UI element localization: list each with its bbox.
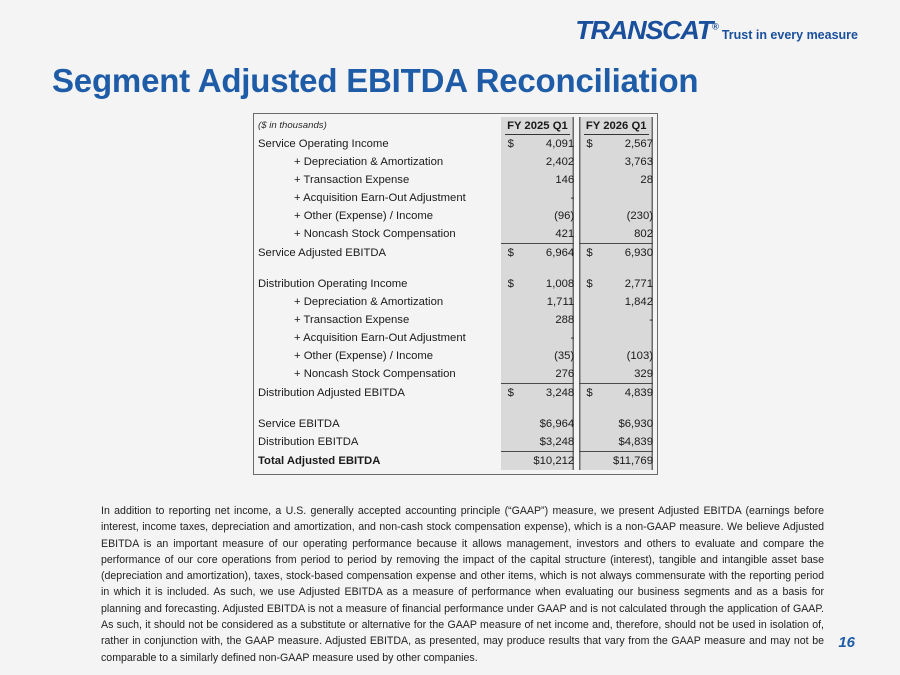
- cell-value: 3,248: [545, 387, 575, 399]
- table-row: [258, 329, 653, 347]
- cell-value: 802: [634, 228, 653, 240]
- recon-table: [258, 117, 653, 470]
- table-row: [258, 293, 653, 311]
- page-title: Segment Adjusted EBITDA Reconciliation: [52, 62, 699, 99]
- cell-value: $6,964: [539, 418, 575, 430]
- cell-value: $11,769: [613, 455, 653, 467]
- cell-fy2026: [579, 329, 653, 347]
- cell-fy2025: [501, 207, 575, 225]
- row-label: + Acquisition Earn-Out Adjustment: [294, 192, 466, 204]
- cell-fy2026: [579, 189, 653, 207]
- cell-fy2026: [579, 171, 653, 189]
- cell-value: 6,964: [545, 247, 575, 259]
- cell-fy2025: [501, 311, 575, 329]
- table-row: [258, 189, 653, 207]
- table-row: [258, 153, 653, 171]
- cell-fy2025: [501, 329, 575, 347]
- cell-fy2025: [501, 365, 575, 384]
- row-label: Distribution Operating Income: [258, 278, 408, 290]
- cell-fy2026: [579, 347, 653, 365]
- table-row: [258, 311, 653, 329]
- cell-value: $10,212: [533, 455, 575, 467]
- cell-value: 1,008: [545, 278, 575, 290]
- cell-value: 4,839: [624, 387, 653, 399]
- cell-fy2026: [579, 402, 653, 415]
- cell-fy2025: [501, 171, 575, 189]
- cell-value: 146: [555, 174, 575, 186]
- cell-value: 421: [555, 228, 575, 240]
- row-label: + Other (Expense) / Income: [294, 210, 434, 222]
- row-label: [258, 262, 501, 275]
- currency-symbol: $: [586, 138, 593, 150]
- cell-value: (103): [626, 350, 653, 362]
- table-row: [258, 365, 653, 384]
- row-label: [258, 402, 501, 415]
- cell-value: (35): [554, 350, 575, 362]
- row-label: + Noncash Stock Compensation: [294, 228, 456, 241]
- recon-table-body: [258, 117, 653, 470]
- cell-value: 1,711: [546, 296, 575, 308]
- cell-value: 276: [555, 368, 575, 380]
- table-row: [258, 207, 653, 225]
- cell-fy2026: [579, 207, 653, 225]
- currency-symbol: $: [586, 278, 593, 290]
- cell-fy2026: [579, 384, 653, 403]
- row-label: + Other (Expense) / Income: [294, 350, 434, 362]
- cell-fy2025: [501, 135, 575, 153]
- currency-symbol: $: [507, 247, 514, 259]
- table-row: [258, 225, 653, 244]
- cell-fy2025: [501, 347, 575, 365]
- transcat-logo-wordmark: [575, 17, 717, 43]
- cell-value: 288: [555, 314, 575, 326]
- units-note: ($ in thousands): [258, 120, 327, 131]
- table-row: [258, 452, 653, 471]
- table-row: [258, 415, 653, 433]
- table-spacer-row: [258, 402, 653, 415]
- cell-fy2025: [501, 384, 575, 403]
- registered-trademark-icon: ®: [711, 21, 718, 32]
- cell-fy2025: [501, 275, 575, 293]
- cell-fy2026: [579, 452, 653, 471]
- cell-value: 28: [640, 174, 653, 186]
- cell-value: (230): [626, 210, 653, 222]
- row-label: + Transaction Expense: [294, 174, 410, 186]
- cell-value: (96): [554, 210, 575, 222]
- cell-fy2025: [501, 153, 575, 171]
- row-label: + Transaction Expense: [294, 314, 410, 326]
- cell-fy2025: [501, 293, 575, 311]
- currency-symbol: $: [507, 387, 514, 399]
- row-label: Service Adjusted EBITDA: [258, 246, 387, 259]
- logo-text: TRANSCAT: [575, 15, 712, 45]
- cell-fy2026: [579, 415, 653, 433]
- table-row: [258, 347, 653, 365]
- column-header-fy2026: FY 2026 Q1: [579, 117, 653, 135]
- row-label: + Noncash Stock Compensation: [294, 368, 456, 381]
- table-row: [258, 244, 653, 263]
- cell-value: -: [570, 192, 575, 204]
- cell-fy2026: [579, 275, 653, 293]
- brand-logo: [575, 15, 858, 45]
- column-header-fy2025: FY 2025 Q1: [501, 117, 575, 135]
- cell-fy2026: [579, 311, 653, 329]
- table-row: [258, 384, 653, 403]
- cell-fy2025: [501, 262, 575, 275]
- currency-symbol: $: [586, 387, 593, 399]
- cell-value: 2,402: [545, 156, 575, 168]
- cell-value: 329: [634, 368, 653, 380]
- cell-fy2025: [501, 452, 575, 471]
- cell-fy2026: [579, 262, 653, 275]
- table-spacer-row: [258, 262, 653, 275]
- brand-tagline: Trust in every measure: [721, 28, 858, 42]
- disclosure-paragraph: In addition to reporting net income, a U.S. generally accepted accounting principle (“GAAP”) measure, we present Adjusted EBITDA (earnings before interest, income taxes, depreciation and amortization, and non-cash stock compensation expense), which is a non-GAAP measure. We believe Adjusted EBITDA is an important measure of our operating performance because it allows management, investors and others to evaluate and compare the performance of our core operations from period to period by removing the impact of the capital structure (interest), tangible and intangible asset base (depreciation and amortization), taxes, stock-based compensation expense and other items, which is not always commensurate with the reporting period in which it is included. As such, we use Adjusted EBITDA as a measure of performance when evaluating our business segments and as a basis for planning and forecasting. Adjusted EBITDA is not a measure of financial performance under GAAP and is not calculated through the application of GAAP. As such, it should not be considered as a substitute or alternative for the GAAP measure of net income and, therefore, should not be used in isolation of, rather in conjunction with, the GAAP measure. Adjusted EBITDA, as presented, may produce results that vary from the GAAP measure and may not be comparable to a similarly defined non-GAAP measure used by other companies.: [101, 505, 824, 664]
- cell-value: -: [570, 332, 575, 344]
- cell-value: 2,567: [624, 138, 653, 150]
- currency-symbol: $: [507, 278, 514, 290]
- cell-value: -: [649, 314, 653, 326]
- cell-fy2026: [579, 153, 653, 171]
- page-number: 16: [838, 634, 855, 651]
- cell-value: 6,930: [624, 247, 653, 259]
- row-label: + Depreciation & Amortization: [294, 296, 444, 308]
- row-label: Service EBITDA: [258, 418, 340, 430]
- table-row: [258, 171, 653, 189]
- cell-fy2025: [501, 433, 575, 452]
- row-label: Total Adjusted EBITDA: [258, 454, 381, 467]
- cell-value: 3,763: [624, 156, 653, 168]
- cell-fy2025: [501, 189, 575, 207]
- row-label: Distribution EBITDA: [258, 436, 359, 449]
- row-label: Distribution Adjusted EBITDA: [258, 386, 405, 399]
- row-label: Service Operating Income: [258, 138, 389, 150]
- cell-value: $3,248: [539, 436, 575, 448]
- cell-value: $4,839: [618, 436, 653, 448]
- cell-fy2026: [579, 225, 653, 244]
- cell-fy2026: [579, 365, 653, 384]
- cell-fy2026: [579, 135, 653, 153]
- cell-fy2025: [501, 415, 575, 433]
- cell-value: 2,771: [624, 278, 653, 290]
- cell-value: 1,842: [624, 296, 653, 308]
- cell-fy2025: [501, 225, 575, 244]
- row-label: + Acquisition Earn-Out Adjustment: [294, 332, 466, 344]
- cell-fy2026: [579, 293, 653, 311]
- table-header-row: [258, 117, 653, 135]
- table-row: [258, 433, 653, 452]
- cell-value: 4,091: [545, 138, 575, 150]
- currency-symbol: $: [507, 138, 514, 150]
- table-row: [258, 275, 653, 293]
- cell-value: $6,930: [618, 418, 653, 430]
- ebitda-reconciliation-table: [253, 113, 658, 475]
- row-label: + Depreciation & Amortization: [294, 156, 444, 168]
- cell-fy2026: [579, 433, 653, 452]
- currency-symbol: $: [586, 247, 593, 259]
- table-row: [258, 135, 653, 153]
- cell-fy2025: [501, 402, 575, 415]
- cell-fy2026: [579, 244, 653, 263]
- cell-fy2025: [501, 244, 575, 263]
